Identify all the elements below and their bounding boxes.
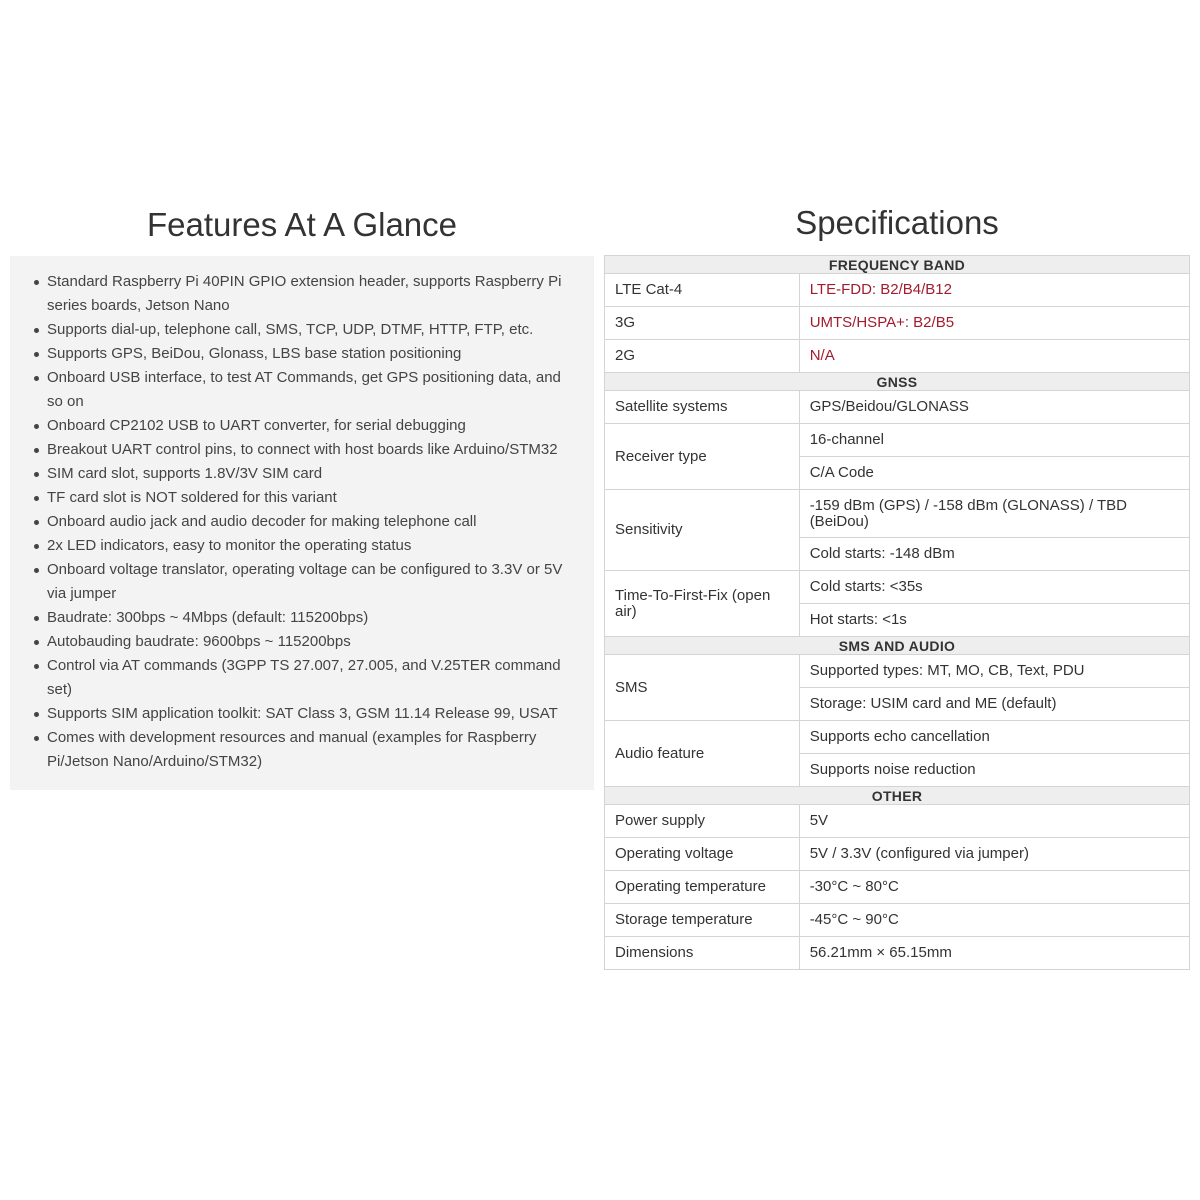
table-row [605,904,1190,937]
section-header-sms-audio [605,637,1190,655]
spec-label: 2G [605,340,800,373]
spec-value: 5V / 3.3V (configured via jumper) [799,838,1189,871]
spec-value: UMTS/HSPA+: B2/B5 [799,307,1189,340]
spec-value: Hot starts: <1s [799,604,1189,637]
spec-label: Operating voltage [605,838,800,871]
table-row [605,307,1190,340]
spec-value: 56.21mm × 65.15mm [799,937,1189,970]
table-row [605,871,1190,904]
spec-label: Operating temperature [605,871,800,904]
feature-item: Onboard voltage translator, operating voltage can be configured to 3.3V or 5V via jumper [47,558,574,606]
section-header-gnss [605,373,1190,391]
table-row [605,424,1190,457]
specifications-title: Specifications [795,204,999,241]
section-header-frequency-band [605,256,1190,274]
feature-item: Supports GPS, BeiDou, Glonass, LBS base station positioning [47,342,574,366]
section-heading: OTHER [605,787,1190,805]
feature-item: Comes with development resources and manual (examples for Raspberry Pi/Jetson Nano/Arduino/STM32) [47,726,574,774]
feature-item: TF card slot is NOT soldered for this variant [47,486,574,510]
table-row [605,655,1190,688]
spec-label: LTE Cat-4 [605,274,800,307]
table-row [605,490,1190,538]
feature-item: Breakout UART control pins, to connect with host boards like Arduino/STM32 [47,438,574,462]
spec-value: Cold starts: <35s [799,571,1189,604]
spec-value: Storage: USIM card and ME (default) [799,688,1189,721]
spec-value: 16-channel [799,424,1189,457]
section-heading: GNSS [605,373,1190,391]
spec-label: Storage temperature [605,904,800,937]
feature-item: Supports SIM application toolkit: SAT Class 3, GSM 11.14 Release 99, USAT [47,702,574,726]
feature-item: Onboard audio jack and audio decoder for making telephone call [47,510,574,534]
table-row [605,274,1190,307]
feature-item: Autobauding baudrate: 9600bps ~ 115200bps [47,630,574,654]
spec-value: C/A Code [799,457,1189,490]
spec-label: SMS [605,655,800,721]
spec-value: Cold starts: -148 dBm [799,538,1189,571]
features-title: Features At A Glance [146,206,458,243]
table-row [605,340,1190,373]
spec-value: N/A [799,340,1189,373]
table-row [605,838,1190,871]
section-heading: SMS AND AUDIO [605,637,1190,655]
spec-value: 5V [799,805,1189,838]
spec-label: Receiver type [605,424,800,490]
table-row [605,937,1190,970]
spec-label: Time-To-First-Fix (open air) [605,571,800,637]
spec-value: GPS/Beidou/GLONASS [799,391,1189,424]
feature-item: Baudrate: 300bps ~ 4Mbps (default: 115200bps) [47,606,574,630]
feature-item: 2x LED indicators, easy to monitor the operating status [47,534,574,558]
specifications-table [604,255,1190,970]
feature-item: Onboard CP2102 USB to UART converter, for serial debugging [47,414,574,438]
spec-label: Power supply [605,805,800,838]
section-header-other [605,787,1190,805]
section-heading: FREQUENCY BAND [605,256,1190,274]
feature-item: Supports dial-up, telephone call, SMS, TCP, UDP, DTMF, HTTP, FTP, etc. [47,318,574,342]
spec-value: Supports echo cancellation [799,721,1189,754]
table-row [605,721,1190,754]
table-row [605,391,1190,424]
spec-value: -45°C ~ 90°C [799,904,1189,937]
spec-label: Sensitivity [605,490,800,571]
feature-item: SIM card slot, supports 1.8V/3V SIM card [47,462,574,486]
feature-item: Control via AT commands (3GPP TS 27.007, 27.005, and V.25TER command set) [47,654,574,702]
feature-item: Standard Raspberry Pi 40PIN GPIO extension header, supports Raspberry Pi series boards, Jetson Nano [47,270,574,318]
feature-item: Onboard USB interface, to test AT Commands, get GPS positioning data, and so on [47,366,574,414]
table-row [605,571,1190,604]
spec-value: -159 dBm (GPS) / -158 dBm (GLONASS) / TBD (BeiDou) [799,490,1189,538]
spec-label: Audio feature [605,721,800,787]
spec-value: -30°C ~ 80°C [799,871,1189,904]
table-row [605,805,1190,838]
spec-value: LTE-FDD: B2/B4/B12 [799,274,1189,307]
spec-value: Supported types: MT, MO, CB, Text, PDU [799,655,1189,688]
spec-value: Supports noise reduction [799,754,1189,787]
features-list [10,256,594,774]
features-box [10,256,594,790]
spec-label: Dimensions [605,937,800,970]
spec-label: 3G [605,307,800,340]
spec-label: Satellite systems [605,391,800,424]
